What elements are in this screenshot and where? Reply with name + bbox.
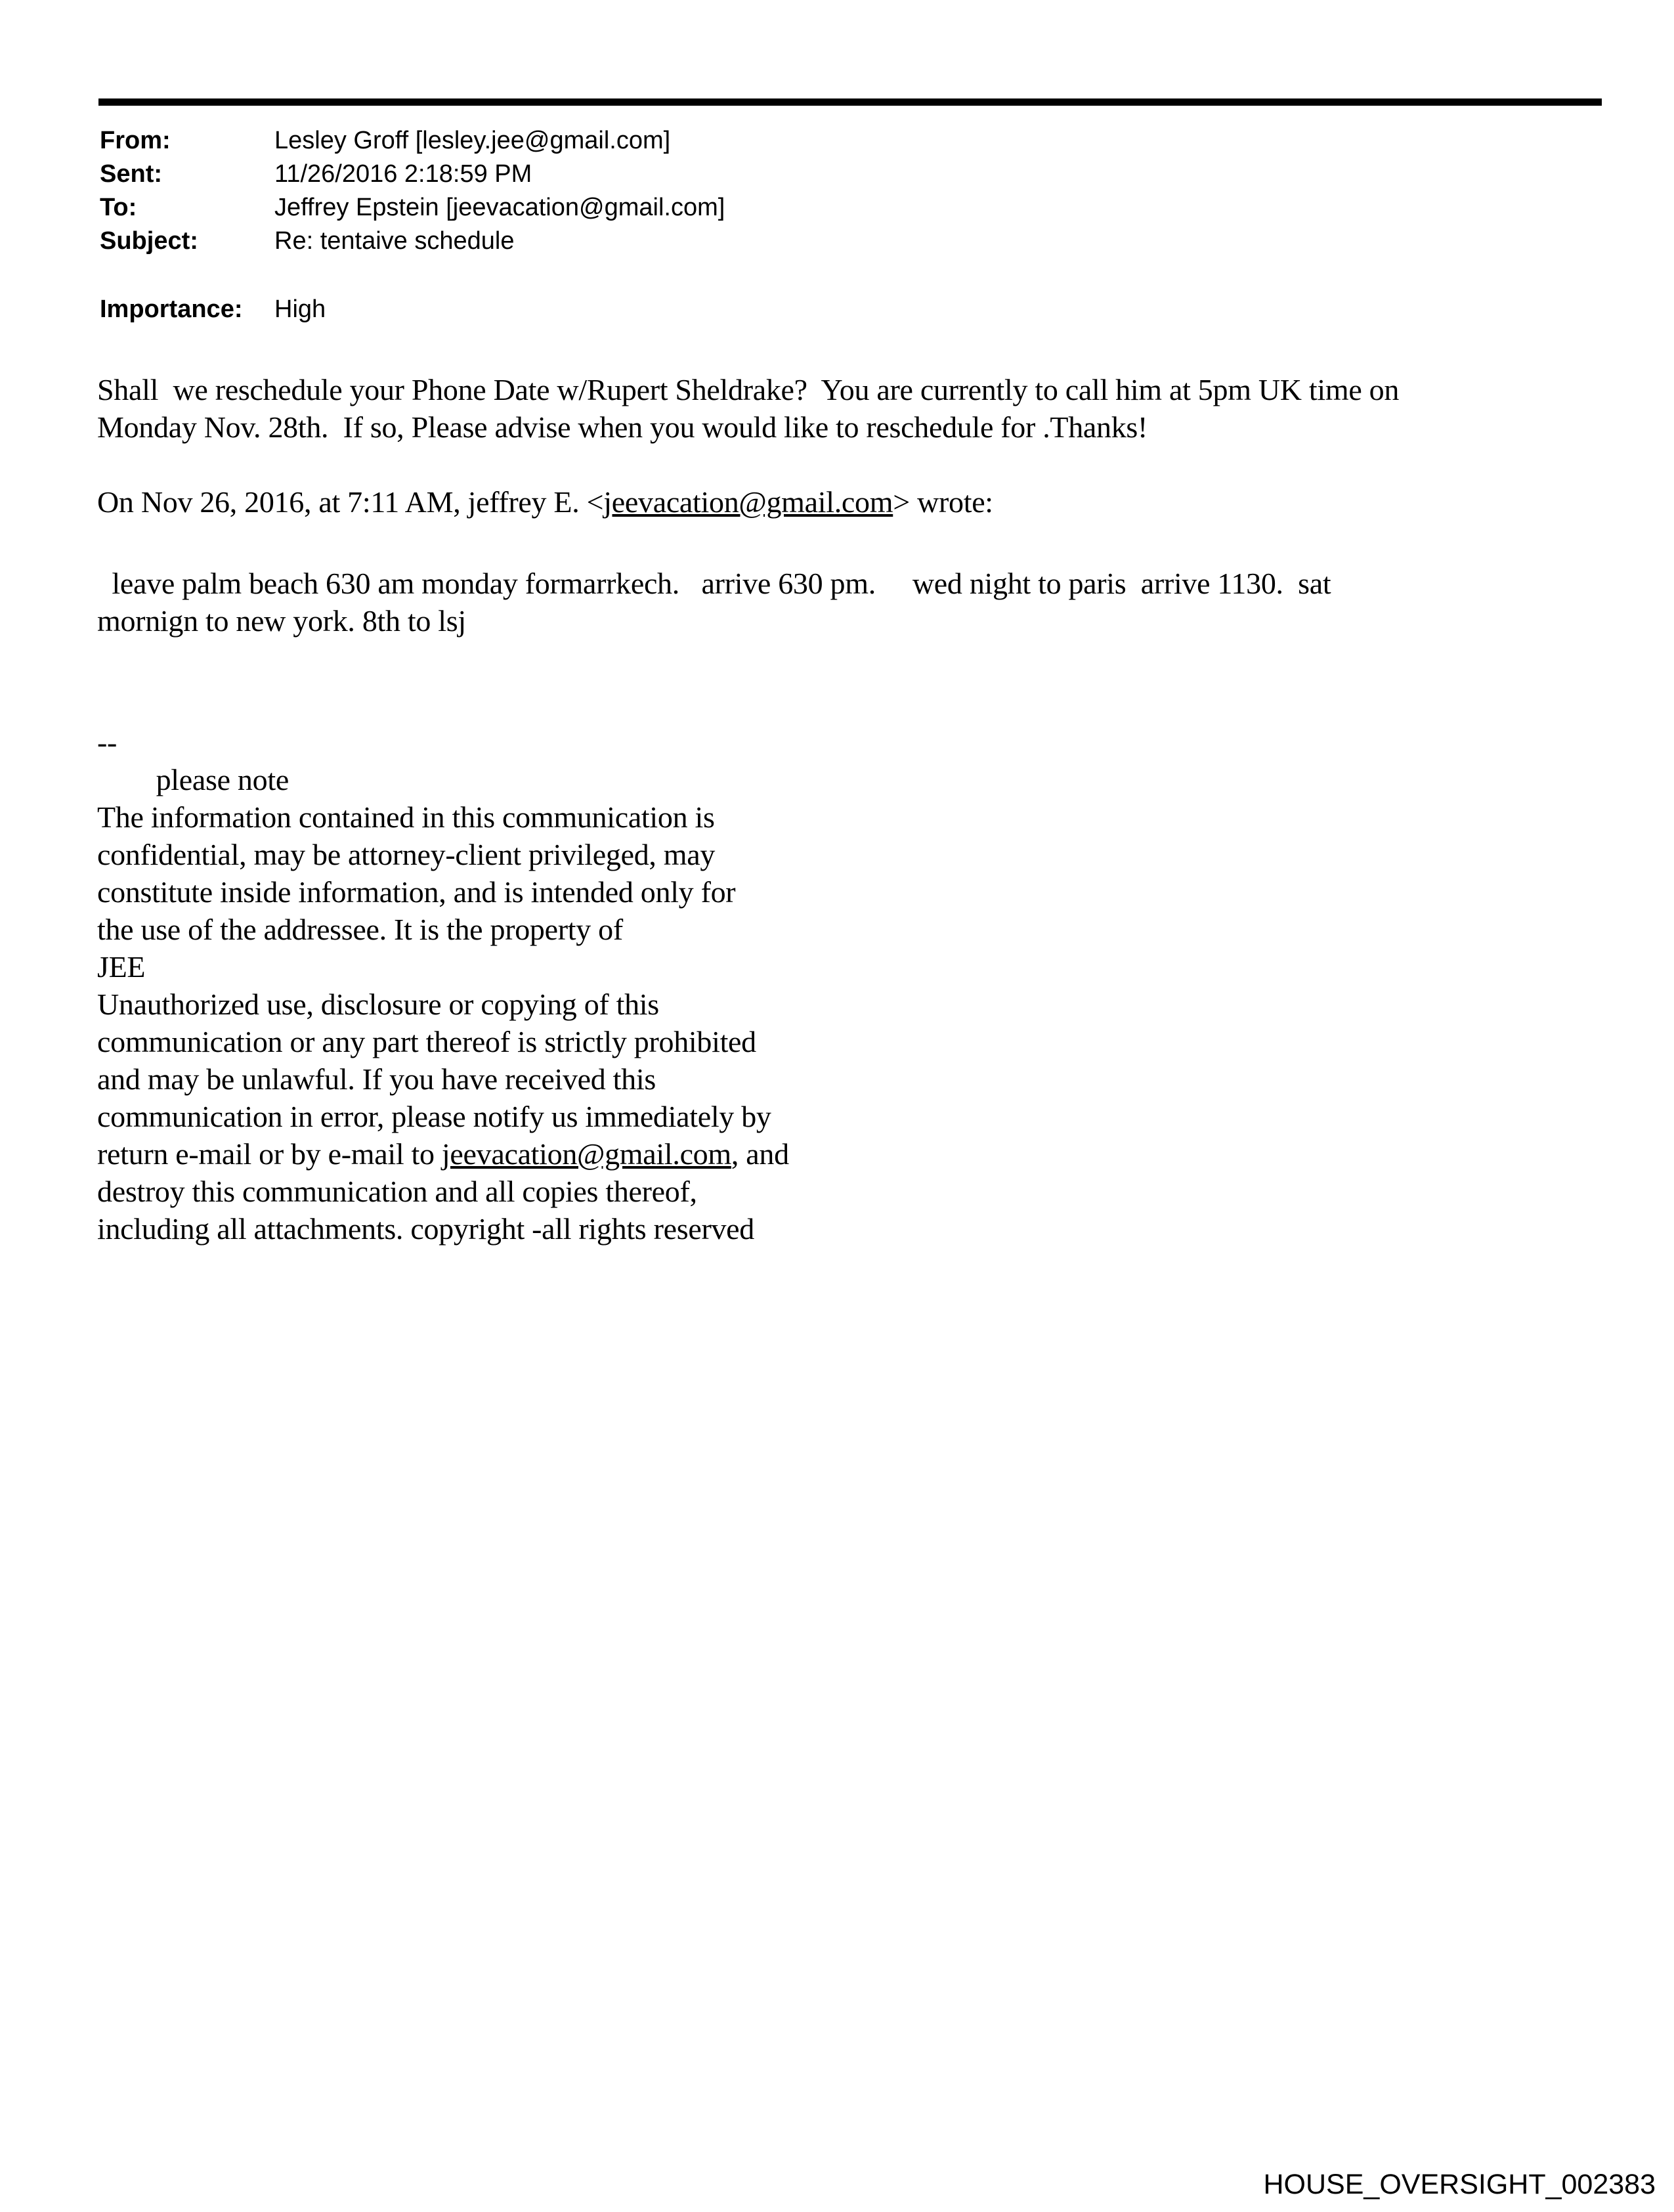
disclaimer-line: confidential, may be attorney-client privileged, may xyxy=(97,838,716,871)
sent-label: Sent: xyxy=(100,160,162,188)
disclaimer-line: The information contained in this communication is xyxy=(97,800,715,834)
to-value: Jeffrey Epstein [jeevacation@gmail.com] xyxy=(274,194,725,221)
email-header-block xyxy=(100,124,725,258)
quote-line: leave palm beach 630 am monday formarrkech. arrive 630 pm. wed night to paris arrive 1130. sat xyxy=(97,567,1331,600)
from-label: From: xyxy=(100,127,171,154)
disclaimer-line: destroy this communication and all copies thereof, xyxy=(97,1175,697,1208)
header-divider-rule xyxy=(98,98,1602,106)
header-row-importance xyxy=(100,293,326,326)
importance-label: Importance: xyxy=(100,295,243,323)
subject-value: Re: tentaive schedule xyxy=(274,227,515,255)
disclaimer-line: communication in error, please notify us immediately by xyxy=(97,1100,771,1133)
disclaimer-line: and may be unlawful. If you have received this xyxy=(97,1062,656,1096)
subject-label: Subject: xyxy=(100,227,198,255)
attribution-suffix: > wrote: xyxy=(893,485,993,519)
disclaimer-line: constitute inside information, and is intended only for xyxy=(97,875,736,909)
bates-number: HOUSE_OVERSIGHT_002383 xyxy=(1263,2169,1656,2200)
body-line: Shall we reschedule your Phone Date w/Rupert Sheldrake? You are currently to call him at 5pm UK time on xyxy=(97,373,1400,406)
attribution-prefix: On Nov 26, 2016, at 7:11 AM, jeffrey E. < xyxy=(97,485,604,519)
quote-line: mornign to new york. 8th to lsj xyxy=(97,604,466,638)
header-row-from xyxy=(100,124,725,158)
importance-value: High xyxy=(274,295,326,323)
attribution-email-link[interactable]: jeevacation@gmail.com xyxy=(603,485,893,519)
header-row-to xyxy=(100,191,725,225)
signature-delimiter: -- xyxy=(97,726,118,759)
disclaimer-line: the use of the addressee. It is the property of xyxy=(97,913,623,946)
disclaimer-line: please note xyxy=(97,763,289,796)
sent-value: 11/26/2016 2:18:59 PM xyxy=(274,160,532,188)
disclaimer-line: communication or any part thereof is strictly prohibited xyxy=(97,1025,756,1058)
message-body-paragraph xyxy=(97,371,1399,446)
disclaimer-email-line xyxy=(97,1135,789,1173)
body-line: Monday Nov. 28th. If so, Please advise when you would like to reschedule for .Thanks! xyxy=(97,410,1148,444)
quoted-reply-attribution xyxy=(97,483,993,521)
signature-disclaimer-block xyxy=(97,724,789,1247)
disclaimer-line: JEE xyxy=(97,950,146,984)
from-value: Lesley Groff [lesley.jee@gmail.com] xyxy=(274,127,671,154)
disclaimer-email-prefix: return e-mail or by e-mail to xyxy=(97,1137,442,1171)
disclaimer-line: including all attachments. copyright -all rights reserved xyxy=(97,1212,754,1246)
disclaimer-email-link[interactable]: jeevacation@gmail.com xyxy=(441,1137,731,1171)
attribution-line xyxy=(97,483,993,521)
disclaimer-email-suffix: , and xyxy=(731,1137,789,1171)
disclaimer-line: Unauthorized use, disclosure or copying of this xyxy=(97,987,659,1021)
header-row-subject xyxy=(100,225,725,258)
header-row-sent xyxy=(100,158,725,191)
to-label: To: xyxy=(100,194,137,221)
quoted-message-text xyxy=(97,565,1331,640)
